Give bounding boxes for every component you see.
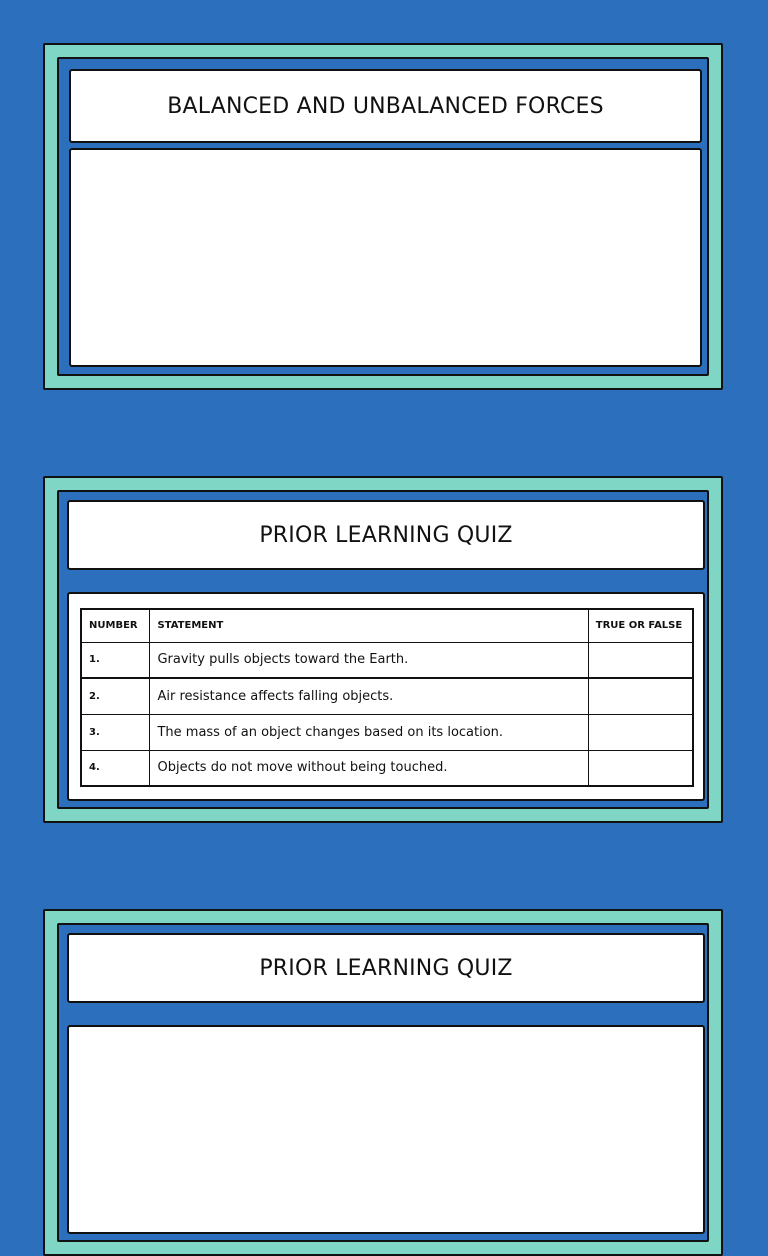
row-number: 1. (81, 642, 150, 678)
table-row (81, 642, 693, 678)
slide-quiz (43, 476, 723, 823)
quiz-table-panel (67, 592, 705, 801)
header-true-or-false: TRUE OR FALSE (588, 609, 693, 642)
slide-title-box (69, 69, 702, 143)
row-number: 4. (81, 750, 150, 786)
header-number: NUMBER (81, 609, 150, 642)
slide-inner-frame (57, 923, 709, 1242)
row-statement: The mass of an object changes based on its location. (150, 714, 588, 750)
row-statement: Objects do not move without being touched. (150, 750, 588, 786)
table-row (81, 750, 693, 786)
table-row (81, 678, 693, 714)
header-statement: STATEMENT (150, 609, 588, 642)
row-statement: Gravity pulls objects toward the Earth. (150, 642, 588, 678)
quiz-title-box (67, 933, 705, 1003)
table-row (81, 714, 693, 750)
slide-content-area (69, 148, 702, 367)
row-answer-cell[interactable] (588, 678, 693, 714)
quiz-table-panel (67, 1025, 705, 1234)
slide-inner-frame (57, 490, 709, 809)
slide-title-text: BALANCED AND UNBALANCED FORCES (167, 93, 604, 119)
slide-title (43, 43, 723, 390)
row-statement: Air resistance affects falling objects. (150, 678, 588, 714)
row-answer-cell[interactable] (588, 714, 693, 750)
row-number: 3. (81, 714, 150, 750)
quiz-table (80, 608, 694, 787)
quiz-title-box (67, 500, 705, 570)
quiz-title-text: PRIOR LEARNING QUIZ (259, 522, 513, 548)
row-answer-cell[interactable] (588, 642, 693, 678)
slide-quiz-second (43, 909, 723, 1256)
slide-inner-frame (57, 57, 709, 376)
table-header-row (81, 609, 693, 642)
row-answer-cell[interactable] (588, 750, 693, 786)
quiz-title-text: PRIOR LEARNING QUIZ (259, 955, 513, 981)
row-number: 2. (81, 678, 150, 714)
